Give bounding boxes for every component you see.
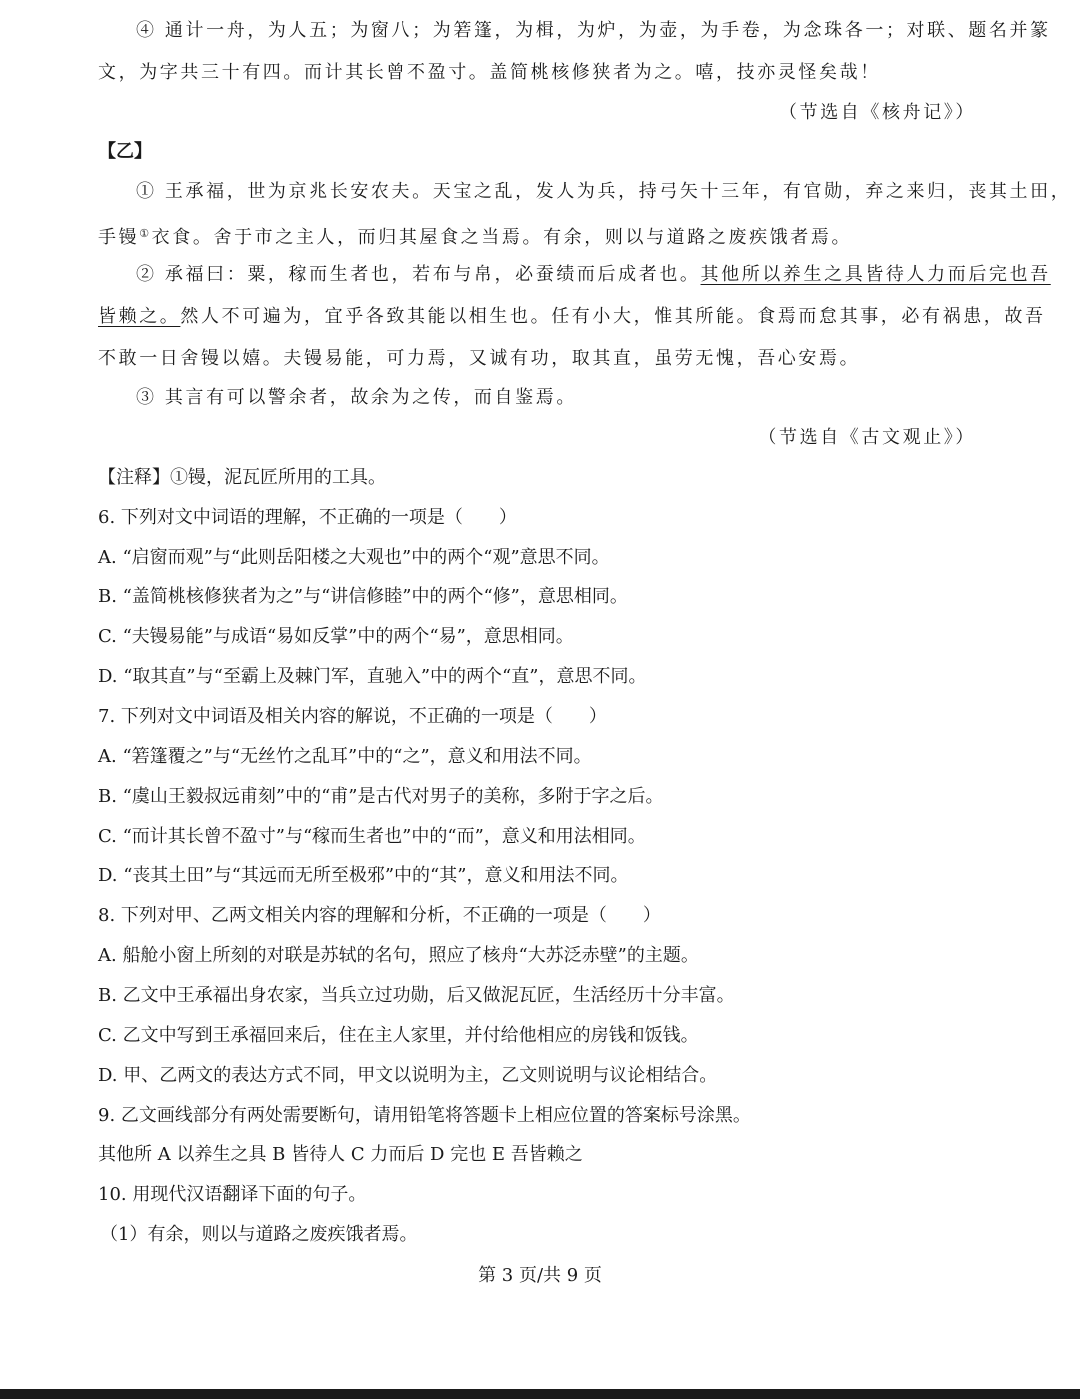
q7-option-d: D. “丧其土田”与“其远而无所至极邪”中的“其”，意义和用法不同。 [98,865,629,886]
q6-option-b: B. “盖简桃核修狭者为之”与“讲信修睦”中的两个“修”，意思相同。 [98,586,628,607]
yi-p2-line-3: 不敢一日舍镘以嬉。夫镘易能，可力焉，又诚有功，取其直，虽劳无愧，吾心安焉。 [98,348,861,369]
q8-option-c: C. 乙文中写到王承福回来后，住在主人家里，并付给他相应的房钱和饭钱。 [98,1025,699,1046]
q10-stem: 10. 用现代汉语翻译下面的句子。 [98,1184,367,1205]
q10-item-1: （1）有余，则以与道路之废疾饿者焉。 [100,1224,418,1245]
yi-p3: ③ 其言有可以警余者，故余为之传，而自鉴焉。 [136,387,577,408]
underlined-passage-2: 皆赖之。 [98,306,181,327]
annotation: 【注释】①镘，泥瓦匠所用的工具。 [98,467,386,488]
q8-option-a: A. 船舱小窗上所刻的对联是苏轼的名句，照应了核舟“大苏泛赤壁”的主题。 [98,945,699,966]
jia-line-1: ④ 通计一舟，为人五；为窗八；为箬篷，为楫，为炉，为壶，为手卷，为念珠各一；对联、题名并篆 [136,20,1051,41]
yi-source: （节选自《古文观止》） [758,427,976,448]
q7-stem: 7. 下列对文中词语及相关内容的解说，不正确的一项是（ ） [98,706,607,727]
q7-option-a: A. “箬篷覆之”与“无丝竹之乱耳”中的“之”，意义和用法不同。 [98,746,592,767]
jia-line-2: 文，为字共三十有四。而计其长曾不盈寸。盖简桃核修狭者为之。嘻，技亦灵怪矣哉！ [98,62,881,83]
yi-p1-line-1: ① 王承福，世为京兆长安农夫。天宝之乱，发人为兵，持弓矢十三年，有官勋，弃之来归，丧其土田， [136,181,1072,202]
page-number: 第 3 页/共 9 页 [478,1265,602,1286]
yi-p2-line-1 [136,263,1051,287]
q8-option-b: B. 乙文中王承福出身农家，当兵立过功勋，后又做泥瓦匠，生活经历十分丰富。 [98,985,735,1006]
q7-option-b: B. “虞山王毅叔远甫刻”中的“甫”是古代对男子的美称，多附于字之后。 [98,786,664,807]
yi-p2-line-2b: 然人不可遍为，宜乎各致其能以相生也。任有小大，惟其所能。食焉而怠其事，必有祸患，故吾 [180,306,1046,327]
jia-source: （节选自《核舟记》） [779,102,976,123]
q6-option-d: D. “取其直”与“至霸上及棘门军，直驰入”中的两个“直”，意思不同。 [98,666,647,687]
q6-stem: 6. 下列对文中词语的理解，不正确的一项是（ ） [98,507,517,528]
q8-option-d: D. 甲、乙两文的表达方式不同，甲文以说明为主，乙文则说明与议论相结合。 [98,1065,718,1086]
yi-p2-line-1a: ② 承福曰：粟，稼而生者也，若布与帛，必蚕绩而后成者也。 [136,264,701,285]
q8-stem: 8. 下列对甲、乙两文相关内容的理解和分析，不正确的一项是（ ） [98,905,661,926]
yi-p1-line-2a: 手镘 [98,227,140,248]
yi-heading: 【乙】 [98,141,152,162]
q9-stem: 9. 乙文画线部分有两处需要断句，请用铅笔将答题卡上相应位置的答案标号涂黑。 [98,1105,751,1126]
q7-option-c: C. “而计其长曾不盈寸”与“稼而生者也”中的“而”，意义和用法相同。 [98,826,646,847]
underlined-passage-1: 其他所以养生之具皆待人力而后完也吾 [700,264,1051,285]
footnote-ref: ① [139,227,152,240]
yi-p1-line-2 [98,222,852,250]
q6-option-c: C. “夫镘易能”与成语“易如反掌”中的两个“易”，意思相同。 [98,626,574,647]
q6-option-a: A. “启窗而观”与“此则岳阳楼之大观也”中的两个“观”意思不同。 [98,547,610,568]
bottom-edge-bar [0,1389,1080,1399]
yi-p1-line-2b: 衣食。舍于市之主人，而归其屋食之当焉。有余，则以与道路之废疾饿者焉。 [151,227,853,248]
q9-sentence: 其他所 A 以养生之具 B 皆待人 C 力而后 D 完也 E 吾皆赖之 [98,1144,583,1165]
yi-p2-line-2 [98,305,1046,329]
